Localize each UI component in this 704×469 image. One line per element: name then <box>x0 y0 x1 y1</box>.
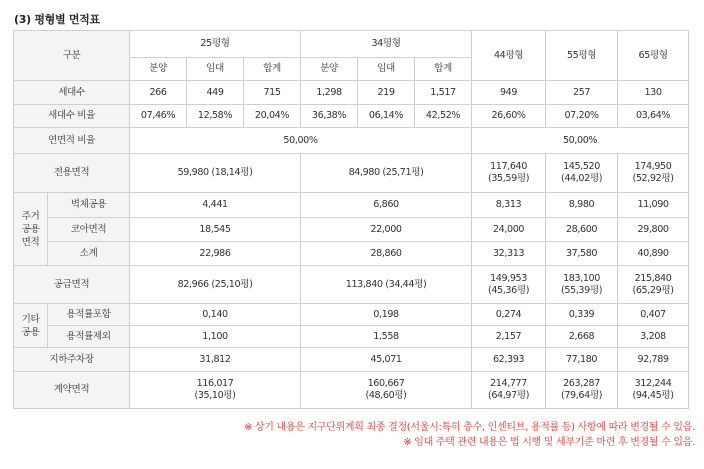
header-gubun: 구분 <box>14 31 130 81</box>
table-row <box>14 105 689 128</box>
cell: 22,986 <box>130 242 301 266</box>
cell <box>618 372 689 409</box>
cell-pyeong: (44,02평) <box>561 173 603 184</box>
cell: 266 <box>130 81 187 105</box>
cell: 22,000 <box>301 218 472 242</box>
cell: 36,38% <box>301 105 358 128</box>
cell: 40,890 <box>618 242 689 266</box>
header-65: 65평형 <box>618 31 689 81</box>
sub-rent-25: 임대 <box>187 58 244 81</box>
cell <box>472 154 546 193</box>
cell: 59,980 (18,14평) <box>130 154 301 193</box>
cell <box>546 154 618 193</box>
sub-total-34: 합계 <box>415 58 472 81</box>
row-label: 용적률포함 <box>48 304 130 326</box>
cell <box>472 372 546 409</box>
cell: 92,789 <box>618 348 689 372</box>
cell: 50,00% <box>472 128 689 154</box>
area-table <box>13 30 689 409</box>
cell: 03,64% <box>618 105 689 128</box>
cell <box>472 266 546 304</box>
cell: 1,100 <box>130 326 301 348</box>
cell: 3,208 <box>618 326 689 348</box>
cell: 1,517 <box>415 81 472 105</box>
cell: 2,668 <box>546 326 618 348</box>
cell: 77,180 <box>546 348 618 372</box>
cell: 1,558 <box>301 326 472 348</box>
table-row <box>14 81 689 105</box>
cell: 0,274 <box>472 304 546 326</box>
cell: 06,14% <box>358 105 415 128</box>
cell-value: 149,953 <box>490 272 527 284</box>
table-row <box>14 218 689 242</box>
cell <box>546 372 618 409</box>
cell: 4,441 <box>130 193 301 218</box>
cell <box>546 266 618 304</box>
cell: 37,580 <box>546 242 618 266</box>
cell-pyeong: (79,64평) <box>561 390 603 401</box>
cell: 12,58% <box>187 105 244 128</box>
cell: 31,812 <box>130 348 301 372</box>
cell: 0,198 <box>301 304 472 326</box>
footnote: ※ 상기 내용은 지구단위계획 최종 결정(서울시:특히 층수, 인센티브, 용적률 등) 사항에 따라 변경될 수 있음. <box>243 422 695 433</box>
cell: 28,860 <box>301 242 472 266</box>
cell: 949 <box>472 81 546 105</box>
cell: 715 <box>244 81 301 105</box>
cell-pyeong: (55,39평) <box>561 284 603 296</box>
cell: 0,407 <box>618 304 689 326</box>
cell-pyeong: (64,97평) <box>488 390 530 401</box>
row-label: 전용면적 <box>14 154 130 193</box>
cell: 82,966 (25,10평) <box>130 266 301 304</box>
row-label: 계약면적 <box>14 372 130 409</box>
cell: 24,000 <box>472 218 546 242</box>
cell: 1,298 <box>301 81 358 105</box>
other-area-group-label: 기타 공용 <box>14 304 48 348</box>
cell: 32,313 <box>472 242 546 266</box>
cell: 8,313 <box>472 193 546 218</box>
cell: 113,840 (34,44평) <box>301 266 472 304</box>
cell-pyeong: (35,10평) <box>194 390 236 401</box>
cell <box>130 372 301 409</box>
row-label: 새대수 비율 <box>14 105 130 128</box>
cell-pyeong: (52,92평) <box>632 173 674 184</box>
cell-value: 183,100 <box>563 272 600 284</box>
cell-value: 117,640 <box>490 161 527 172</box>
table-row <box>14 154 689 193</box>
table-row <box>14 372 689 409</box>
table-row <box>14 128 689 154</box>
cell: 2,157 <box>472 326 546 348</box>
sub-sale-34: 분양 <box>301 58 358 81</box>
cell: 29,800 <box>618 218 689 242</box>
cell: 6,860 <box>301 193 472 218</box>
cell: 07,46% <box>130 105 187 128</box>
sub-total-25: 합계 <box>244 58 301 81</box>
cell: 130 <box>618 81 689 105</box>
footnotes <box>244 420 695 450</box>
row-label: 벽체공용 <box>48 193 130 218</box>
cell-pyeong: (35,59평) <box>488 173 530 184</box>
sub-sale-25: 분양 <box>130 58 187 81</box>
table-row <box>14 304 689 326</box>
cell-pyeong: (45,36평) <box>488 284 530 296</box>
cell: 07,20% <box>546 105 618 128</box>
cell-value: 214,777 <box>490 378 527 389</box>
cell: 20,04% <box>244 105 301 128</box>
cell-pyeong: (48,60평) <box>365 390 407 401</box>
cell: 62,393 <box>472 348 546 372</box>
cell <box>301 372 472 409</box>
table-row <box>14 326 689 348</box>
cell: 26,60% <box>472 105 546 128</box>
header-55: 55평형 <box>546 31 618 81</box>
header-34: 34평형 <box>301 31 472 58</box>
footnote: ※ 임대 주택 관련 내용은 법 시행 및 세부기준 마련 후 변경될 수 있음. <box>403 437 695 448</box>
row-label: 공급면적 <box>14 266 130 304</box>
cell: 8,980 <box>546 193 618 218</box>
row-label: 코아면적 <box>48 218 130 242</box>
row-label: 소계 <box>48 242 130 266</box>
cell <box>618 266 689 304</box>
header-25: 25평형 <box>130 31 301 58</box>
cell: 28,600 <box>546 218 618 242</box>
row-label: 지하주차장 <box>14 348 130 372</box>
shared-area-group-label: 주거 공용 면적 <box>14 193 48 266</box>
cell-pyeong: (65,29평) <box>632 284 674 296</box>
cell: 0,140 <box>130 304 301 326</box>
cell: 45,071 <box>301 348 472 372</box>
cell-value: 215,840 <box>634 272 672 284</box>
header-row <box>14 31 689 58</box>
cell-value: 312,244 <box>634 378 672 389</box>
row-label: 연면적 비율 <box>14 128 130 154</box>
cell: 84,980 (25,71평) <box>301 154 472 193</box>
sub-rent-34: 임대 <box>358 58 415 81</box>
table-row <box>14 348 689 372</box>
cell-pyeong: (94,45평) <box>632 390 674 401</box>
cell: 257 <box>546 81 618 105</box>
cell: 11,090 <box>618 193 689 218</box>
row-label: 세대수 <box>14 81 130 105</box>
cell: 18,545 <box>130 218 301 242</box>
cell: 42,52% <box>415 105 472 128</box>
table-row <box>14 193 689 218</box>
cell <box>618 154 689 193</box>
cell: 0,339 <box>546 304 618 326</box>
table-row <box>14 242 689 266</box>
cell-value: 160,667 <box>367 378 405 389</box>
cell: 50,00% <box>130 128 472 154</box>
cell-value: 263,287 <box>563 378 600 389</box>
section-title: (3) 평형별 면적표 <box>14 13 100 26</box>
table-row <box>14 266 689 304</box>
cell: 449 <box>187 81 244 105</box>
cell-value: 145,520 <box>563 161 600 172</box>
header-44: 44평형 <box>472 31 546 81</box>
cell: 219 <box>358 81 415 105</box>
cell-value: 116,017 <box>196 378 234 389</box>
cell-value: 174,950 <box>634 161 672 172</box>
row-label: 용적률제외 <box>48 326 130 348</box>
